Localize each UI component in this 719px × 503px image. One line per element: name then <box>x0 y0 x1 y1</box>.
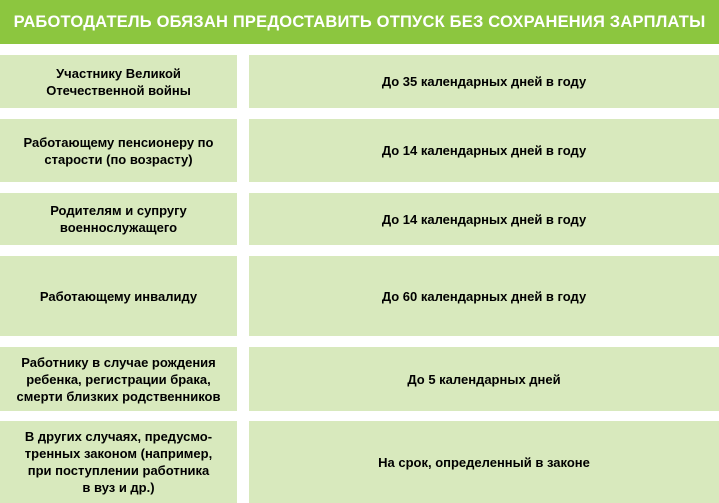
duration-cell <box>249 55 719 108</box>
category-line: Работающему пенсионеру по <box>23 134 214 150</box>
duration-cell <box>249 347 719 411</box>
category-text <box>50 202 187 236</box>
category-cell <box>0 193 237 245</box>
duration-cell <box>249 193 719 245</box>
duration-text: На срок, определенный в законе <box>378 454 590 470</box>
category-text <box>17 354 221 405</box>
category-line: ребенка, регистрации брака, <box>26 371 211 387</box>
category-line: Отечественной войны <box>46 82 191 98</box>
category-line: старости (по возрасту) <box>44 151 193 167</box>
duration-text: До 35 календарных дней в году <box>381 74 587 89</box>
category-line: В других случаях, предусмо- <box>24 429 213 444</box>
category-text <box>40 288 197 305</box>
category-line: тренных законом (например, <box>24 446 213 461</box>
duration-text: До 14 календарных дней в году <box>381 143 587 158</box>
duration-cell <box>249 119 719 182</box>
table-header <box>0 0 719 44</box>
category-line: Участнику Великой <box>56 65 181 81</box>
category-text <box>25 428 212 496</box>
duration-text: До 5 календарных дней <box>407 371 561 387</box>
duration-text: До 60 календарных дней в году <box>381 288 587 304</box>
category-cell <box>0 119 237 182</box>
category-cell <box>0 55 237 108</box>
category-line: смерти близких родственников <box>16 388 221 404</box>
category-text <box>46 65 191 99</box>
duration-cell <box>249 421 719 503</box>
page-title: РАБОТОДАТЕЛЬ ОБЯЗАН ПРЕДОСТАВИТЬ ОТПУСК БЕЗ СОХРАНЕНИЯ ЗАРПЛАТЫ <box>13 12 706 31</box>
category-line: военнослужащего <box>59 220 178 235</box>
category-line: в вуз и др.) <box>82 480 155 495</box>
duration-cell <box>249 256 719 336</box>
category-cell <box>0 421 237 503</box>
category-line: Работнику в случае рождения <box>21 354 216 370</box>
category-text <box>24 134 214 168</box>
category-line: Родителям и супругу <box>50 203 187 218</box>
category-line: при поступлении работника <box>27 463 210 478</box>
category-line: Работающему инвалиду <box>39 288 198 304</box>
category-cell <box>0 256 237 336</box>
duration-text: До 14 календарных дней в году <box>381 211 587 227</box>
category-cell <box>0 347 237 411</box>
